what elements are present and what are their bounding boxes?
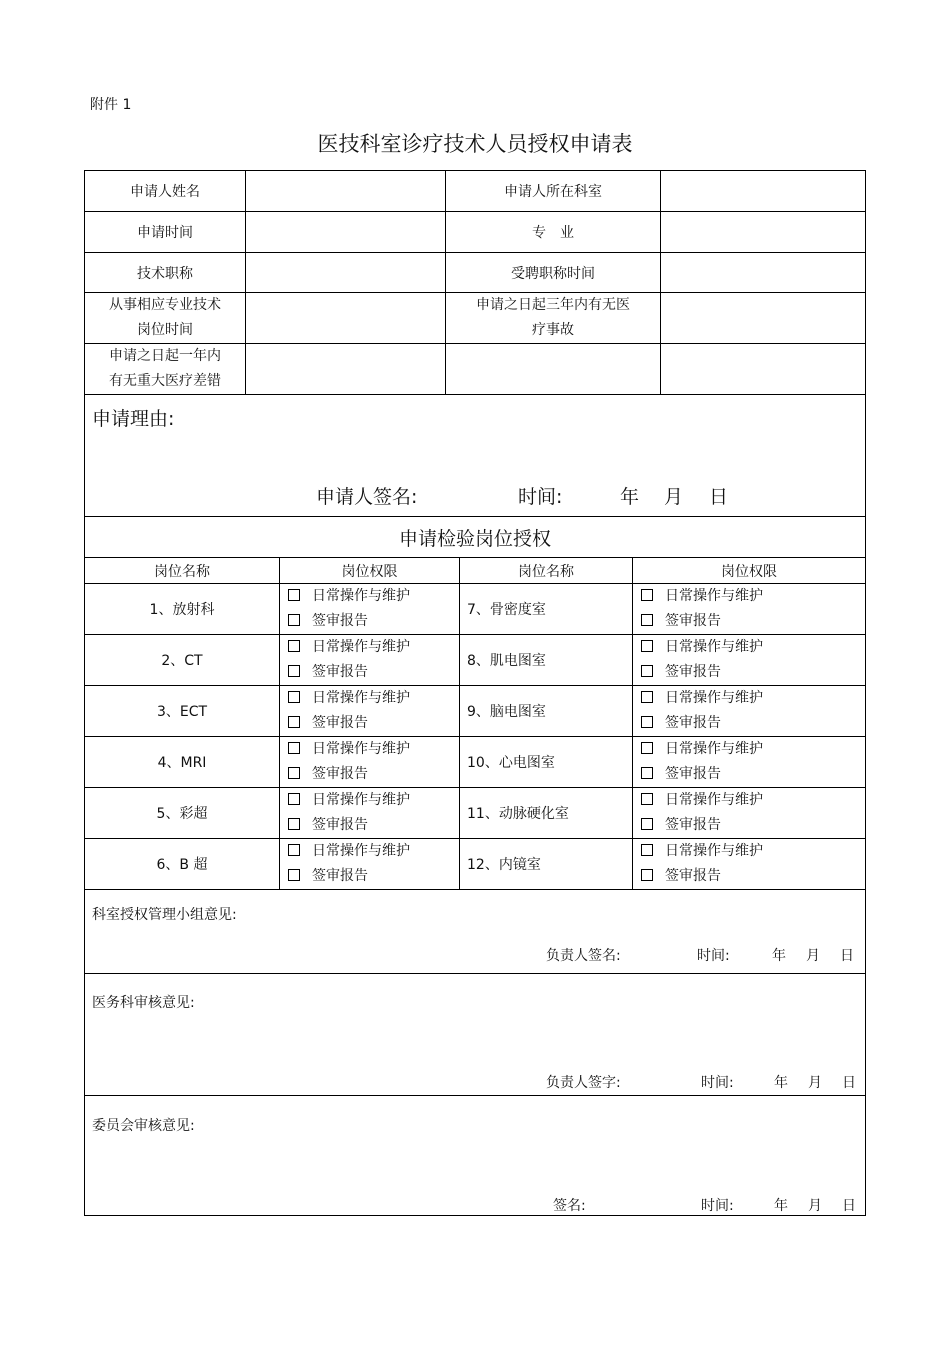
checkbox-icon[interactable]: [641, 869, 653, 881]
dept-day-label: 日: [840, 948, 854, 964]
permission-option-sign[interactable]: [288, 813, 459, 838]
dept-time-label: 时间:: [697, 948, 730, 964]
permission-daily-label: 日常操作与维护: [665, 639, 763, 655]
permission-cell-left: [280, 686, 460, 737]
medical-accident-field[interactable]: [661, 293, 866, 344]
label-technical-title: 技术职称: [85, 253, 246, 293]
medical-error-extra-field[interactable]: [661, 344, 866, 395]
applicant-month-label: 月: [664, 486, 684, 508]
checkbox-icon[interactable]: [288, 665, 300, 677]
permission-daily-label: 日常操作与维护: [665, 588, 763, 604]
post-name-left: 1、放射科: [85, 584, 280, 635]
apply-time-field[interactable]: [246, 212, 446, 253]
checkbox-icon[interactable]: [288, 844, 300, 856]
opinion-divider: [85, 973, 865, 974]
post-name-right: 8、肌电图室: [460, 635, 633, 686]
attachment-label: 附件 1: [90, 97, 132, 113]
title-appointment-time-field[interactable]: [661, 253, 866, 293]
table-row: [85, 737, 866, 788]
medical-affairs-time-label: 时间:: [701, 1075, 734, 1091]
committee-year-label: 年: [774, 1198, 788, 1214]
label-post-time-line2: 岗位时间: [137, 322, 193, 338]
table-row: [85, 839, 866, 890]
post-name-right: 11、动脉硬化室: [460, 788, 633, 839]
opinion-divider: [85, 1095, 865, 1096]
permission-cell-right: [633, 635, 866, 686]
permission-option-daily[interactable]: [641, 788, 865, 813]
medical-affairs-day-label: 日: [842, 1075, 856, 1091]
permission-cell-left: [280, 584, 460, 635]
permission-option-sign[interactable]: [288, 609, 459, 634]
permission-sign-label: 签审报告: [312, 817, 368, 833]
applicant-name-field[interactable]: [246, 171, 446, 212]
post-name-right: 12、内镜室: [460, 839, 633, 890]
permission-option-daily[interactable]: [641, 635, 865, 660]
permission-daily-label: 日常操作与维护: [312, 843, 410, 859]
permission-option-sign[interactable]: [641, 609, 865, 634]
checkbox-icon[interactable]: [288, 614, 300, 626]
medical-affairs-signature-label: 负责人签字:: [546, 1075, 621, 1091]
col-post-name-right: 岗位名称: [460, 558, 633, 584]
permission-daily-label: 日常操作与维护: [665, 792, 763, 808]
checkbox-icon[interactable]: [288, 640, 300, 652]
checkbox-icon[interactable]: [288, 716, 300, 728]
permission-daily-label: 日常操作与维护: [312, 792, 410, 808]
label-medical-error: [85, 344, 246, 395]
label-medical-accident-line2: 疗事故: [532, 322, 574, 338]
permission-option-daily[interactable]: [288, 584, 459, 609]
post-authorization-table: [84, 516, 866, 890]
checkbox-icon[interactable]: [641, 691, 653, 703]
permission-sign-label: 签审报告: [665, 868, 721, 884]
permission-cell-left: [280, 839, 460, 890]
post-name-left: 4、MRI: [85, 737, 280, 788]
permission-sign-label: 签审报告: [665, 817, 721, 833]
applicant-signature-label: 申请人签名:: [316, 486, 418, 508]
permission-sign-label: 签审报告: [665, 766, 721, 782]
permission-cell-right: [633, 839, 866, 890]
permission-cell-right: [633, 584, 866, 635]
permission-option-daily[interactable]: [288, 788, 459, 813]
committee-signature-label: 签名:: [553, 1198, 586, 1214]
permission-option-daily[interactable]: [641, 686, 865, 711]
permission-cell-left: [280, 737, 460, 788]
label-medical-error-line1: 申请之日起一年内: [109, 348, 221, 364]
medical-error-field[interactable]: [246, 344, 446, 395]
form-title: 医技科室诊疗技术人员授权申请表: [317, 132, 633, 156]
permission-daily-label: 日常操作与维护: [312, 639, 410, 655]
checkbox-icon[interactable]: [641, 640, 653, 652]
label-apply-time: 申请时间: [85, 212, 246, 253]
permission-daily-label: 日常操作与维护: [665, 843, 763, 859]
committee-month-label: 月: [808, 1198, 822, 1214]
permission-option-sign[interactable]: [641, 711, 865, 736]
table-row: [85, 635, 866, 686]
permission-option-sign[interactable]: [288, 711, 459, 736]
table-row: [85, 584, 866, 635]
permission-option-sign[interactable]: [641, 813, 865, 838]
permission-option-sign[interactable]: [288, 762, 459, 787]
permission-sign-label: 签审报告: [312, 664, 368, 680]
permission-option-sign[interactable]: [641, 660, 865, 685]
permission-daily-label: 日常操作与维护: [665, 690, 763, 706]
post-name-right: 10、心电图室: [460, 737, 633, 788]
permission-sign-label: 签审报告: [665, 613, 721, 629]
col-post-permission-right: 岗位权限: [633, 558, 866, 584]
committee-day-label: 日: [842, 1198, 856, 1214]
checkbox-icon[interactable]: [641, 767, 653, 779]
checkbox-icon[interactable]: [641, 614, 653, 626]
permission-sign-label: 签审报告: [312, 715, 368, 731]
permission-cell-right: [633, 737, 866, 788]
permission-daily-label: 日常操作与维护: [312, 690, 410, 706]
label-applicant-name: 申请人姓名: [85, 171, 246, 212]
dept-opinion-label: 科室授权管理小组意见:: [92, 907, 237, 923]
reason-label: 申请理由:: [92, 408, 175, 430]
permission-sign-label: 签审报告: [665, 664, 721, 680]
checkbox-icon[interactable]: [288, 818, 300, 830]
table-row: [85, 788, 866, 839]
post-name-right: 7、骨密度室: [460, 584, 633, 635]
label-applicant-department: 申请人所在科室: [446, 171, 661, 212]
permission-option-daily[interactable]: [641, 839, 865, 864]
permission-daily-label: 日常操作与维护: [312, 741, 410, 757]
applicant-day-label: 日: [709, 486, 729, 508]
checkbox-icon[interactable]: [288, 869, 300, 881]
permission-daily-label: 日常操作与维护: [665, 741, 763, 757]
post-time-field[interactable]: [246, 293, 446, 344]
col-post-name-left: 岗位名称: [85, 558, 280, 584]
permission-cell-right: [633, 788, 866, 839]
medical-affairs-month-label: 月: [808, 1075, 822, 1091]
permission-cell-left: [280, 635, 460, 686]
applicant-year-label: 年: [620, 486, 640, 508]
applicant-info-table: [84, 170, 866, 395]
committee-opinion-label: 委员会审核意见:: [92, 1118, 195, 1134]
permission-option-daily[interactable]: [288, 839, 459, 864]
dept-month-label: 月: [806, 948, 820, 964]
label-major: 专 业: [446, 212, 661, 253]
label-post-time-line1: 从事相应专业技术: [109, 297, 221, 313]
post-name-left: 6、B 超: [85, 839, 280, 890]
permission-sign-label: 签审报告: [312, 868, 368, 884]
table-row: [85, 686, 866, 737]
dept-year-label: 年: [772, 948, 786, 964]
label-medical-accident: [446, 293, 661, 344]
checkbox-icon[interactable]: [641, 716, 653, 728]
post-name-right: 9、脑电图室: [460, 686, 633, 737]
permission-daily-label: 日常操作与维护: [312, 588, 410, 604]
applicant-department-field[interactable]: [661, 171, 866, 212]
major-field[interactable]: [661, 212, 866, 253]
committee-time-label: 时间:: [701, 1198, 734, 1214]
label-title-appointment-time: 受聘职称时间: [446, 253, 661, 293]
medical-affairs-opinion-label: 医务科审核意见:: [92, 995, 195, 1011]
permission-option-daily[interactable]: [641, 584, 865, 609]
authorization-heading: 申请检验岗位授权: [85, 517, 866, 558]
post-name-left: 3、ECT: [85, 686, 280, 737]
checkbox-icon[interactable]: [641, 818, 653, 830]
dept-signature-label: 负责人签名:: [546, 948, 621, 964]
checkbox-icon[interactable]: [288, 767, 300, 779]
checkbox-icon[interactable]: [641, 589, 653, 601]
permission-sign-label: 签审报告: [312, 766, 368, 782]
post-name-left: 2、CT: [85, 635, 280, 686]
reason-section[interactable]: [84, 393, 866, 516]
post-name-left: 5、彩超: [85, 788, 280, 839]
checkbox-icon[interactable]: [641, 665, 653, 677]
checkbox-icon[interactable]: [641, 742, 653, 754]
checkbox-icon[interactable]: [641, 793, 653, 805]
col-post-permission-left: 岗位权限: [280, 558, 460, 584]
label-medical-accident-line1: 申请之日起三年内有无医: [476, 297, 630, 313]
permission-sign-label: 签审报告: [665, 715, 721, 731]
label-medical-error-line2: 有无重大医疗差错: [109, 373, 221, 389]
permission-option-sign[interactable]: [641, 762, 865, 787]
label-post-time: [85, 293, 246, 344]
checkbox-icon[interactable]: [288, 793, 300, 805]
permission-sign-label: 签审报告: [312, 613, 368, 629]
permission-option-daily[interactable]: [288, 686, 459, 711]
permission-option-sign[interactable]: [288, 864, 459, 889]
permission-option-sign[interactable]: [641, 864, 865, 889]
permission-cell-left: [280, 788, 460, 839]
permission-option-daily[interactable]: [288, 635, 459, 660]
applicant-time-label: 时间:: [518, 486, 563, 508]
permission-cell-right: [633, 686, 866, 737]
permission-option-sign[interactable]: [288, 660, 459, 685]
checkbox-icon[interactable]: [288, 589, 300, 601]
medical-affairs-year-label: 年: [774, 1075, 788, 1091]
permission-option-daily[interactable]: [288, 737, 459, 762]
opinion-sections: [84, 887, 866, 1216]
checkbox-icon[interactable]: [641, 844, 653, 856]
permission-option-daily[interactable]: [641, 737, 865, 762]
medical-error-extra-cell: [446, 344, 661, 395]
technical-title-field[interactable]: [246, 253, 446, 293]
checkbox-icon[interactable]: [288, 742, 300, 754]
checkbox-icon[interactable]: [288, 691, 300, 703]
